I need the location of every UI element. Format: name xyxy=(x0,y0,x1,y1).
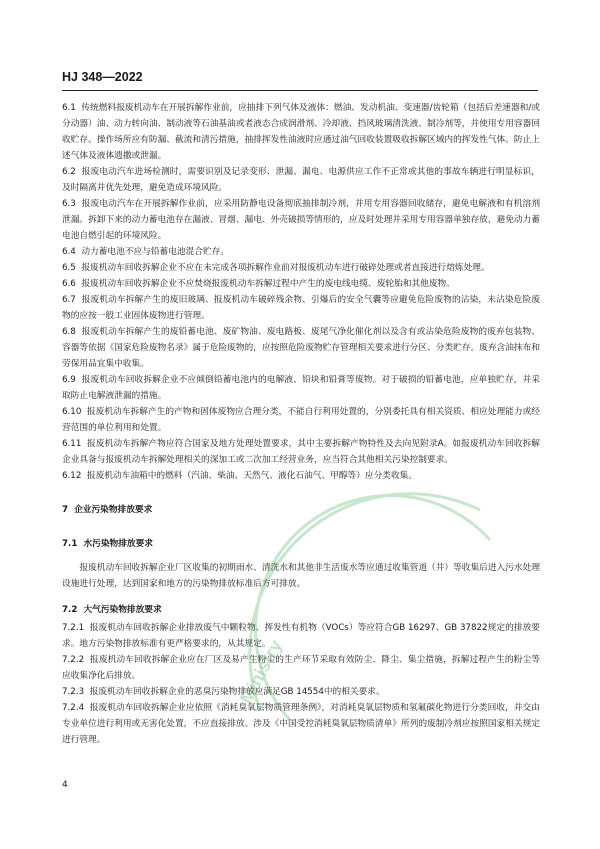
seal-text: Ministry xyxy=(235,636,286,707)
section-title: 企业污染物排放要求 xyxy=(74,505,153,515)
page-number: 4 xyxy=(62,780,68,790)
clause-text: 报废机动车回收拆解企业应依照《消耗臭氧层物质管理条例》，对消耗臭氧层物质和氢氟碳化物进行分类回收，并交由专业单位进行利用或无害化处置，不应直接排放。涉及《中国受控消耗臭氧层物质清单》所列的废制冷剂应按照国家相关规定进行管理。 xyxy=(62,703,540,745)
clause-number: 6.4 xyxy=(62,247,76,257)
clause-number: 6.3 xyxy=(62,199,76,209)
clause-text: 报废机动车回收拆解企业不应倾倒铅蓄电池内的电解液、铅块和铅膏等废物。对于破损的铅蓄电池，应单独贮存，并采取防止电解液泄漏的措施。 xyxy=(62,375,541,401)
clause-6-3 xyxy=(62,196,540,244)
section-title: 大气污染物排放要求 xyxy=(83,605,162,615)
clause-number: 6.7 xyxy=(62,295,76,305)
section-number: 7.2 xyxy=(62,605,78,615)
clause-7-1-text: 报废机动车回收拆解企业厂区收集的初期雨水、清洗水和其他非生活废水等应通过收集管道（井）等收集后进入污水处理设施进行处理，达到国家和地方的污染物排放标准后方可排放。 xyxy=(62,563,540,589)
clause-text: 报废机动车油箱中的燃料（汽油、柴油、天然气、液化石油气、甲醇等）应分类收集。 xyxy=(86,471,417,481)
clause-text: 报废机动车回收拆解企业的恶臭污染物排放应满足GB 14554中的相关要求。 xyxy=(89,687,385,697)
clause-number: 6.6 xyxy=(62,279,76,289)
clause-number: 7.2.1 xyxy=(62,623,85,633)
clause-6-6 xyxy=(62,276,540,292)
clause-text: 报废电动汽车进场检测时，需要识别及记录变形、泄漏、漏电、电源供应工作不正常或其他的事故车辆进行明显标识，及时隔离并优先处理，避免造成环境风险。 xyxy=(62,167,541,193)
clause-6-4 xyxy=(62,244,540,260)
clause-6-9 xyxy=(62,372,540,404)
clause-text: 报废电动汽车在开展拆解作业前，应采用防静电设备彻底抽排制冷剂，并用专用容器回收储存，避免电解液和有机溶剂泄漏。拆卸下来的动力蓄电池存在漏液、冒烟、漏电、外壳破损等情形的，应及时处理并采用专用容器单独存放，避免动力蓄电池自燃引起的环境风险。 xyxy=(62,199,541,241)
clause-7-2-4 xyxy=(62,700,540,748)
clause-number: 7.2.3 xyxy=(62,687,85,697)
clause-number: 6.2 xyxy=(62,167,76,177)
clause-6-7 xyxy=(62,292,540,324)
section-7-1-heading xyxy=(62,536,540,552)
clause-text: 报废机动车回收拆解企业不应在未完成各项拆解作业前对报废机动车进行破碎处理或者直接进行熔炼处理。 xyxy=(81,263,490,273)
section-title: 水污染物排放要求 xyxy=(83,539,153,549)
clause-7-2-3 xyxy=(62,684,540,700)
clause-number: 7.2.2 xyxy=(62,655,85,665)
clause-text: 传统燃料报废机动车在开展拆解作业前，应抽排下列气体及液体：燃油、发动机油、变速器/齿轮箱（包括后差速器和/或分动器）油、动力转向油、制动液等石油基油或者液态合成润滑剂、冷却液、挡风玻璃清洗液、制冷剂等，并使用专用容器回收贮存。操作场所应有防漏、截流和清污措施，抽排挥发性油液时应通过油气回收装置吸收拆解区域内的挥发性气体。防止上述气体及液体遗撒或泄漏。 xyxy=(62,103,540,161)
clause-6-2 xyxy=(62,164,540,196)
section-number: 7 xyxy=(62,505,69,515)
section-7-heading xyxy=(62,502,540,518)
clause-6-11 xyxy=(62,436,540,468)
clause-6-10 xyxy=(62,404,540,436)
page-body xyxy=(62,100,540,748)
section-7-2-heading xyxy=(62,602,540,618)
clause-number: 6.5 xyxy=(62,263,76,273)
clause-number: 6.8 xyxy=(62,327,76,337)
clause-6-8 xyxy=(62,324,540,372)
clause-7-2-1 xyxy=(62,620,540,652)
clause-number: 7.2.4 xyxy=(62,703,85,713)
clause-text: 报废机动车回收拆解企业不应焚烧报废机动车拆解过程中产生的废电线电缆、废轮胎和其他废物。 xyxy=(81,279,455,289)
clause-number: 6.1 xyxy=(62,103,76,113)
clause-text: 报废机动车拆解产生的废铅蓄电池、废矿物油、废电路板、废尾气净化催化剂以及含有或沾染危险废物的废弃包装物、容器等依据《国家危险废物名录》属于危险废物的，应按照危险废物贮存管理相关要求进行分区、分类贮存。废弃含油抹布和劳保用品宜集中收集。 xyxy=(62,327,541,369)
clause-text: 报废机动车拆解产生的产物和固体废物应合理分类，不能自行利用处置的，分别委托具有相关资质、相应处理能力或经营范围的单位利用和处置。 xyxy=(62,407,540,433)
clause-text: 报废机动车回收拆解企业应在厂区及易产生粉尘的生产环节采取有效防尘、降尘、集尘措施，拆解过程产生的粉尘等应收集净化后排放。 xyxy=(62,655,541,681)
clause-7-2-2 xyxy=(62,652,540,684)
section-number: 7.1 xyxy=(62,539,78,549)
clause-number: 6.9 xyxy=(62,375,76,385)
clause-text: 报废机动车拆解产生的废旧玻璃、报废机动车破碎残余物、引爆后的安全气囊等应避免危险废物的沾染，未沾染危险废物的应按一般工业固体废物进行管理。 xyxy=(62,295,541,321)
header-divider xyxy=(62,90,538,91)
clause-number: 6.11 xyxy=(62,439,82,449)
clause-text: 动力蓄电池不应与铅蓄电池混合贮存。 xyxy=(81,247,230,257)
clause-6-12 xyxy=(62,468,540,484)
clause-6-1 xyxy=(62,100,540,164)
clause-6-5 xyxy=(62,260,540,276)
document-id: HJ 348—2022 xyxy=(62,70,143,84)
clause-text: 报废机动车回收拆解企业排放废气中颗粒物、挥发性有机物（VOCs）等应符合GB 16297、GB 37822规定的排放要求。地方污染物排放标准有更严格要求的，从其规定。 xyxy=(62,623,540,649)
clause-number: 6.12 xyxy=(62,471,82,481)
clause-number: 6.10 xyxy=(62,407,82,417)
clause-text: 报废机动车拆解产物应符合国家及地方处理处置要求，其中主要拆解产物特性及去向见附录A。如报废机动车回收拆解企业具备与报废机动车拆解处理相关的深加工或二次加工经营业务，应当符合其他相关污染控制要求。 xyxy=(62,439,540,465)
